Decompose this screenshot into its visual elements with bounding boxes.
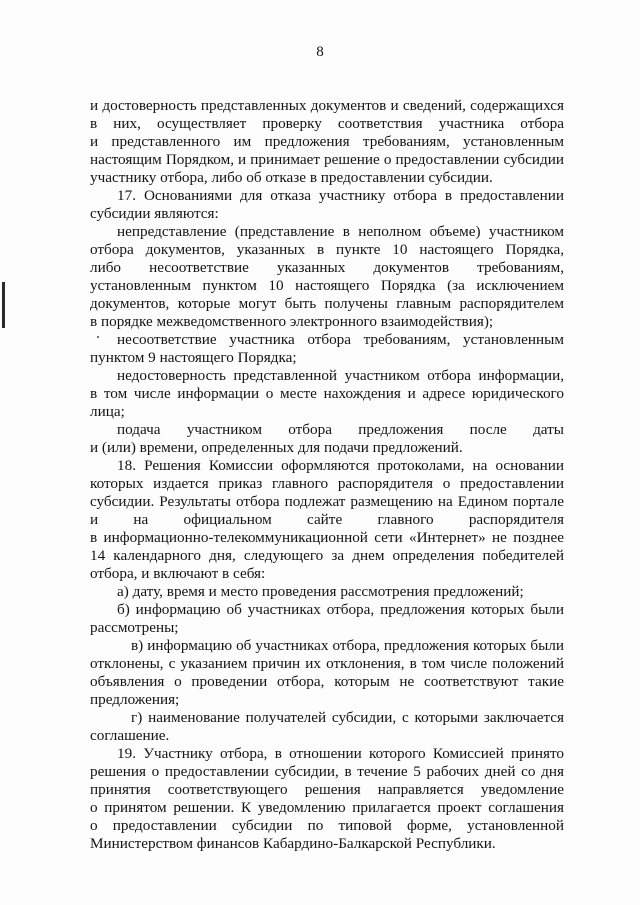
text-line: в том числе информации о месте нахождения и адресе юридического [90,385,564,402]
text-line: решения о предоставлении субсидии, в течение 5 рабочих дней со дня [90,763,564,780]
text-line: и достоверность представленных документов и сведений, содержащихся [90,97,564,114]
text-line: пунктом 9 настоящего Порядка; [90,349,297,366]
text-line: отбора, и включают в себя: [90,565,266,582]
text-line: недостоверность представленной участником отбора информации, [117,367,564,384]
text-line: настоящим Порядком, и принимает решение о предоставлении субсидии [90,151,564,168]
text-line: и представленного им предложения требованиям, установленным [90,133,564,150]
text-line: подача участником отбора предложения после даты [117,421,564,438]
text-line: объявления о проведении отбора, которым не соответствуют такие [90,673,564,690]
text-line: субсидии. Результаты отбора подлежат размещению на Едином портале [90,493,564,510]
text-line: в них, осуществляет проверку соответствия участника отбора [90,115,564,132]
text-line: установленным пунктом 10 настоящего Порядка (за исключением [90,277,564,294]
text-line: а) дату, время и место проведения рассмотрения предложений; [117,583,524,600]
text-line: документов, которые могут быть получены главным распорядителем [90,295,564,312]
text-line: в информационно-телекоммуникационной сети «Интернет» не позднее [90,529,564,546]
text-line: Министерством финансов Кабардино-Балкарской Республики. [90,835,496,852]
text-line: 14 календарного дня, следующего за днем определения победителей [90,547,564,564]
text-line: отклонены, с указанием причин их отклонения, в том числе положений [90,655,564,672]
text-line: либо несоответствие указанных документов требованиям, [90,259,564,276]
text-line: рассмотрены; [90,619,179,636]
text-line: 19. Участнику отбора, в отношении которого Комиссией принято [117,745,564,762]
text-line: о принятом решении. К уведомлению прилагается проект соглашения [90,799,564,816]
text-line: в) информацию об участниках отбора, предложения которых были [131,637,564,654]
text-line: и (или) времени, определенных для подачи предложений. [90,439,463,456]
text-line: соглашение. [90,727,170,744]
text-line: субсидии являются: [90,205,219,222]
text-line: 17. Основаниями для отказа участнику отбора в предоставлении [117,187,564,204]
margin-scan-mark [2,282,5,328]
text-line: г) наименование получателей субсидии, с которыми заключается [131,709,564,726]
scan-speck [97,336,99,338]
text-line: в порядке межведомственного электронного взаимодействия); [90,313,494,330]
text-line: и на официальном сайте главного распорядителя [90,511,564,528]
text-line: участнику отбора, либо об отказе в предоставлении субсидии. [90,169,493,186]
text-line: предложения; [90,691,180,708]
text-line: которых издается приказ главного распорядителя о предоставлении [90,475,564,492]
page-number: 8 [316,44,324,60]
text-line: отбора документов, указанных в пункте 10 настоящего Порядка, [90,241,564,258]
text-line: принятия соответствующего решения направляется уведомление [90,781,564,798]
text-line: о предоставлении субсидии по типовой форме, установленной [90,817,564,834]
text-line: б) информацию об участниках отбора, предложения которых были [117,601,564,618]
text-line: лица; [90,403,125,420]
text-line: несоответствие участника отбора требованиям, установленным [117,331,564,348]
text-line: непредставление (представление в неполном объеме) участником [117,223,564,240]
text-line: 18. Решения Комиссии оформляются протоколами, на основании [117,457,564,474]
